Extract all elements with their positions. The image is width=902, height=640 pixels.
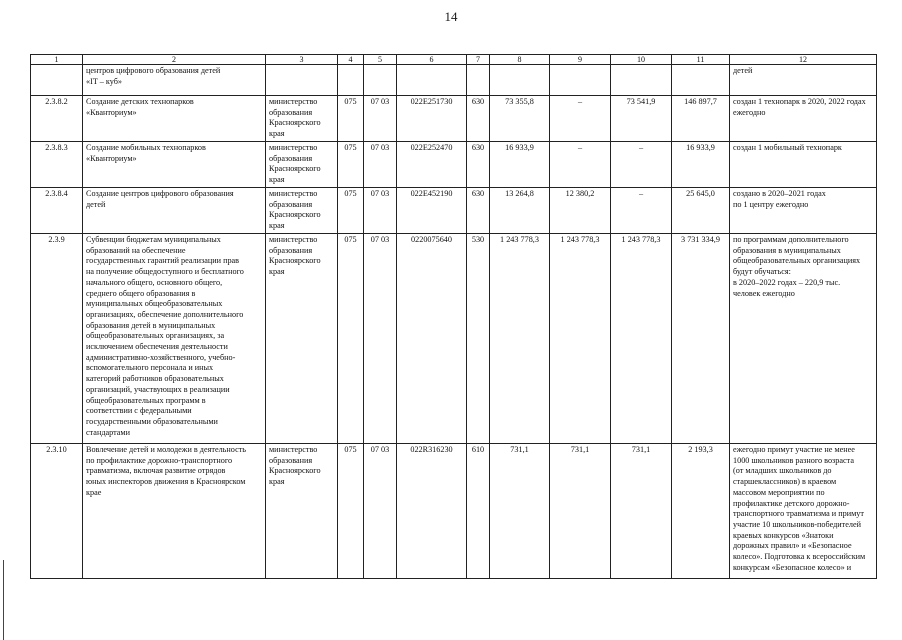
amount-total (672, 65, 730, 96)
amount-total: 25 645,0 (672, 188, 730, 234)
amount-2021: 731,1 (550, 444, 611, 579)
amount-2020 (490, 65, 550, 96)
grbs-code: 075 (338, 234, 364, 444)
measure-name: Создание центров цифрового образования детей (83, 188, 266, 234)
amount-2022: 73 541,9 (611, 96, 672, 142)
amount-total: 2 193,3 (672, 444, 730, 579)
measure-name: Создание мобильных технопарков «Кванториум» (83, 142, 266, 188)
measure-name: Субвенции бюджетам муниципальных образований на обеспечение государственных гарантий реализации прав на получение общедоступного и бесплатного начального общего, основного общего, среднего общего образования в муниципальных общеобразовательных организациях, обеспечение дополнительного образования детей в муниципальных общеобразовательных организациях, за исключением обеспечения деятельности административно-хозяйственного, учебно- вспомогательного персонала и иных категорий работников образовательных организаций, участвующих в реализации общеобразовательных программ в соответствии с федеральными государственными образовательными стандартами (83, 234, 266, 444)
vr-code (467, 65, 490, 96)
amount-total: 146 897,7 (672, 96, 730, 142)
amount-2020: 73 355,8 (490, 96, 550, 142)
amount-2021: – (550, 142, 611, 188)
executor (266, 65, 338, 96)
vr-code: 530 (467, 234, 490, 444)
column-number: 9 (550, 55, 611, 65)
column-number: 7 (467, 55, 490, 65)
measure-name: Вовлечение детей и молодежи в деятельность по профилактике дорожно-транспортного травматизма, включая развитие отрядов юных инспекторов движения в Красноярском крае (83, 444, 266, 579)
amount-2021: – (550, 96, 611, 142)
column-number: 3 (266, 55, 338, 65)
csr-code: 022E251730 (397, 96, 467, 142)
vr-code: 630 (467, 96, 490, 142)
vr-code: 630 (467, 142, 490, 188)
amount-2021: 1 243 778,3 (550, 234, 611, 444)
executor: министерство образования Красноярского края (266, 188, 338, 234)
grbs-code: 075 (338, 444, 364, 579)
column-number: 6 (397, 55, 467, 65)
csr-code: 022R316230 (397, 444, 467, 579)
row-number (31, 65, 83, 96)
column-number: 8 (490, 55, 550, 65)
amount-total: 16 933,9 (672, 142, 730, 188)
column-number: 12 (730, 55, 877, 65)
expected-result: создан 1 технопарк в 2020, 2022 годах ежегодно (730, 96, 877, 142)
table-row (31, 65, 877, 96)
vr-code: 630 (467, 188, 490, 234)
rzpr-code: 07 03 (364, 142, 397, 188)
amount-2022: – (611, 142, 672, 188)
column-number: 4 (338, 55, 364, 65)
rzpr-code: 07 03 (364, 234, 397, 444)
amount-2022: – (611, 188, 672, 234)
table-row (31, 142, 877, 188)
column-number: 10 (611, 55, 672, 65)
row-number: 2.3.8.4 (31, 188, 83, 234)
column-number: 2 (83, 55, 266, 65)
row-number: 2.3.10 (31, 444, 83, 579)
csr-code: 022E452190 (397, 188, 467, 234)
column-number-header-row (31, 55, 877, 65)
rzpr-code (364, 65, 397, 96)
table-row (31, 444, 877, 579)
column-number: 1 (31, 55, 83, 65)
rzpr-code: 07 03 (364, 96, 397, 142)
rzpr-code: 07 03 (364, 444, 397, 579)
expected-result: по программам дополнительного образования в муниципальных общеобразовательных организациях будут обучаться: в 2020–2022 годах – 220,9 тыс. человек ежегодно (730, 234, 877, 444)
amount-2020: 1 243 778,3 (490, 234, 550, 444)
amount-2021 (550, 65, 611, 96)
rzpr-code: 07 03 (364, 188, 397, 234)
scan-margin-line (3, 560, 4, 640)
vr-code: 610 (467, 444, 490, 579)
grbs-code (338, 65, 364, 96)
grbs-code: 075 (338, 188, 364, 234)
budget-table (30, 54, 877, 579)
amount-2021: 12 380,2 (550, 188, 611, 234)
amount-total: 3 731 334,9 (672, 234, 730, 444)
row-number: 2.3.8.2 (31, 96, 83, 142)
expected-result: создан 1 мобильный технопарк (730, 142, 877, 188)
amount-2020: 13 264,8 (490, 188, 550, 234)
column-number: 5 (364, 55, 397, 65)
executor: министерство образования Красноярского края (266, 142, 338, 188)
csr-code: 0220075640 (397, 234, 467, 444)
expected-result: ежегодно примут участие не менее 1000 школьников разного возраста (от младших школьников до старшеклассников) в краевом массовом мероприятии по профилактике детского дорожно- транспортного травматизма и примут участие 10 школьников-победителей краевых конкурсов «Знатоки дорожных правил» и «Безопасное колесо». Подготовка к всероссийским конкурсам «Безопасное колесо» и (730, 444, 877, 579)
measure-name: центров цифрового образования детей «IT – куб» (83, 65, 266, 96)
column-number: 11 (672, 55, 730, 65)
expected-result: создано в 2020–2021 годах по 1 центру ежегодно (730, 188, 877, 234)
amount-2020: 731,1 (490, 444, 550, 579)
grbs-code: 075 (338, 96, 364, 142)
expected-result: детей (730, 65, 877, 96)
page-number: 14 (444, 9, 458, 24)
executor: министерство образования Красноярского края (266, 96, 338, 142)
measure-name: Создание детских технопарков «Кванториум» (83, 96, 266, 142)
row-number: 2.3.8.3 (31, 142, 83, 188)
row-number: 2.3.9 (31, 234, 83, 444)
amount-2020: 16 933,9 (490, 142, 550, 188)
table-row (31, 188, 877, 234)
table-row (31, 234, 877, 444)
executor: министерство образования Красноярского края (266, 234, 338, 444)
amount-2022 (611, 65, 672, 96)
executor: министерство образования Красноярского края (266, 444, 338, 579)
amount-2022: 1 243 778,3 (611, 234, 672, 444)
csr-code: 022E252470 (397, 142, 467, 188)
csr-code (397, 65, 467, 96)
grbs-code: 075 (338, 142, 364, 188)
table-row (31, 96, 877, 142)
amount-2022: 731,1 (611, 444, 672, 579)
